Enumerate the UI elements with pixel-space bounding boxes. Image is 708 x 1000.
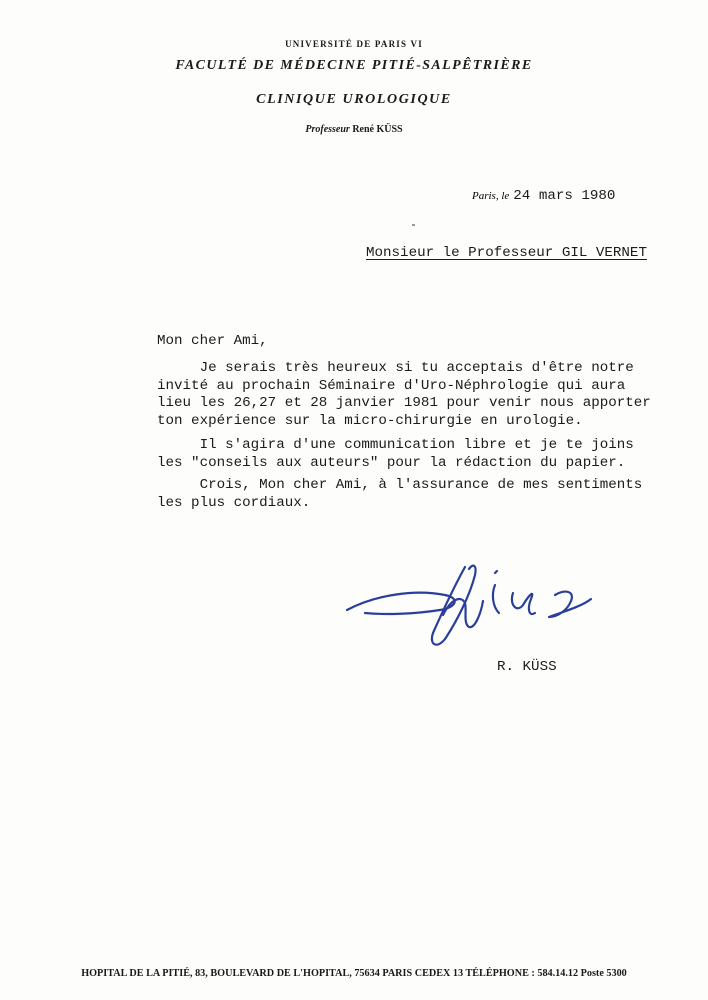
paragraph-closing: Crois, Mon cher Ami, à l'assurance de mes sentiments les plus cordiaux. [157, 477, 643, 511]
date-value: 24 mars 1980 [513, 188, 616, 204]
letterhead-clinic: CLINIQUE UROLOGIQUE [256, 92, 452, 107]
letterhead-professor [0, 124, 708, 135]
handwritten-signature [345, 555, 610, 655]
dateline [472, 186, 615, 204]
addressee: Monsieur le Professeur GIL VERNET [366, 245, 647, 261]
paragraph-communication: Il s'agira d'une communication libre et je te joins les "conseils aux auteurs" pour la rédaction du papier. [157, 437, 634, 471]
letterhead-footer: HOPITAL DE LA PITIÉ, 83, BOULEVARD DE L'HOPITAL, 75634 PARIS CEDEX 13 TÉLÉPHONE : 584.14.12 Poste 5300 [81, 968, 627, 979]
professor-title: Professeur [305, 124, 350, 135]
date-place: Paris, le [472, 190, 510, 202]
paragraph-invitation: Je serais très heureux si tu acceptais d'être notre invité au prochain Séminaire d'Uro-Néphrologie qui aura lieu les 26,27 et 28 janvier 1981 pour venir nous apporter ton expérience sur la micro-chirurgie en urologie. [157, 360, 651, 429]
signatory-name: R. KÜSS [497, 659, 557, 675]
stray-mark [412, 224, 415, 226]
letterhead-university: UNIVERSITÉ DE PARIS VI [285, 39, 423, 49]
salutation: Mon cher Ami, [157, 333, 268, 349]
letterhead-faculty: FACULTÉ DE MÉDECINE PITIÉ-SALPÊTRIÈRE [175, 58, 533, 73]
professor-name: René KÜSS [352, 124, 403, 135]
